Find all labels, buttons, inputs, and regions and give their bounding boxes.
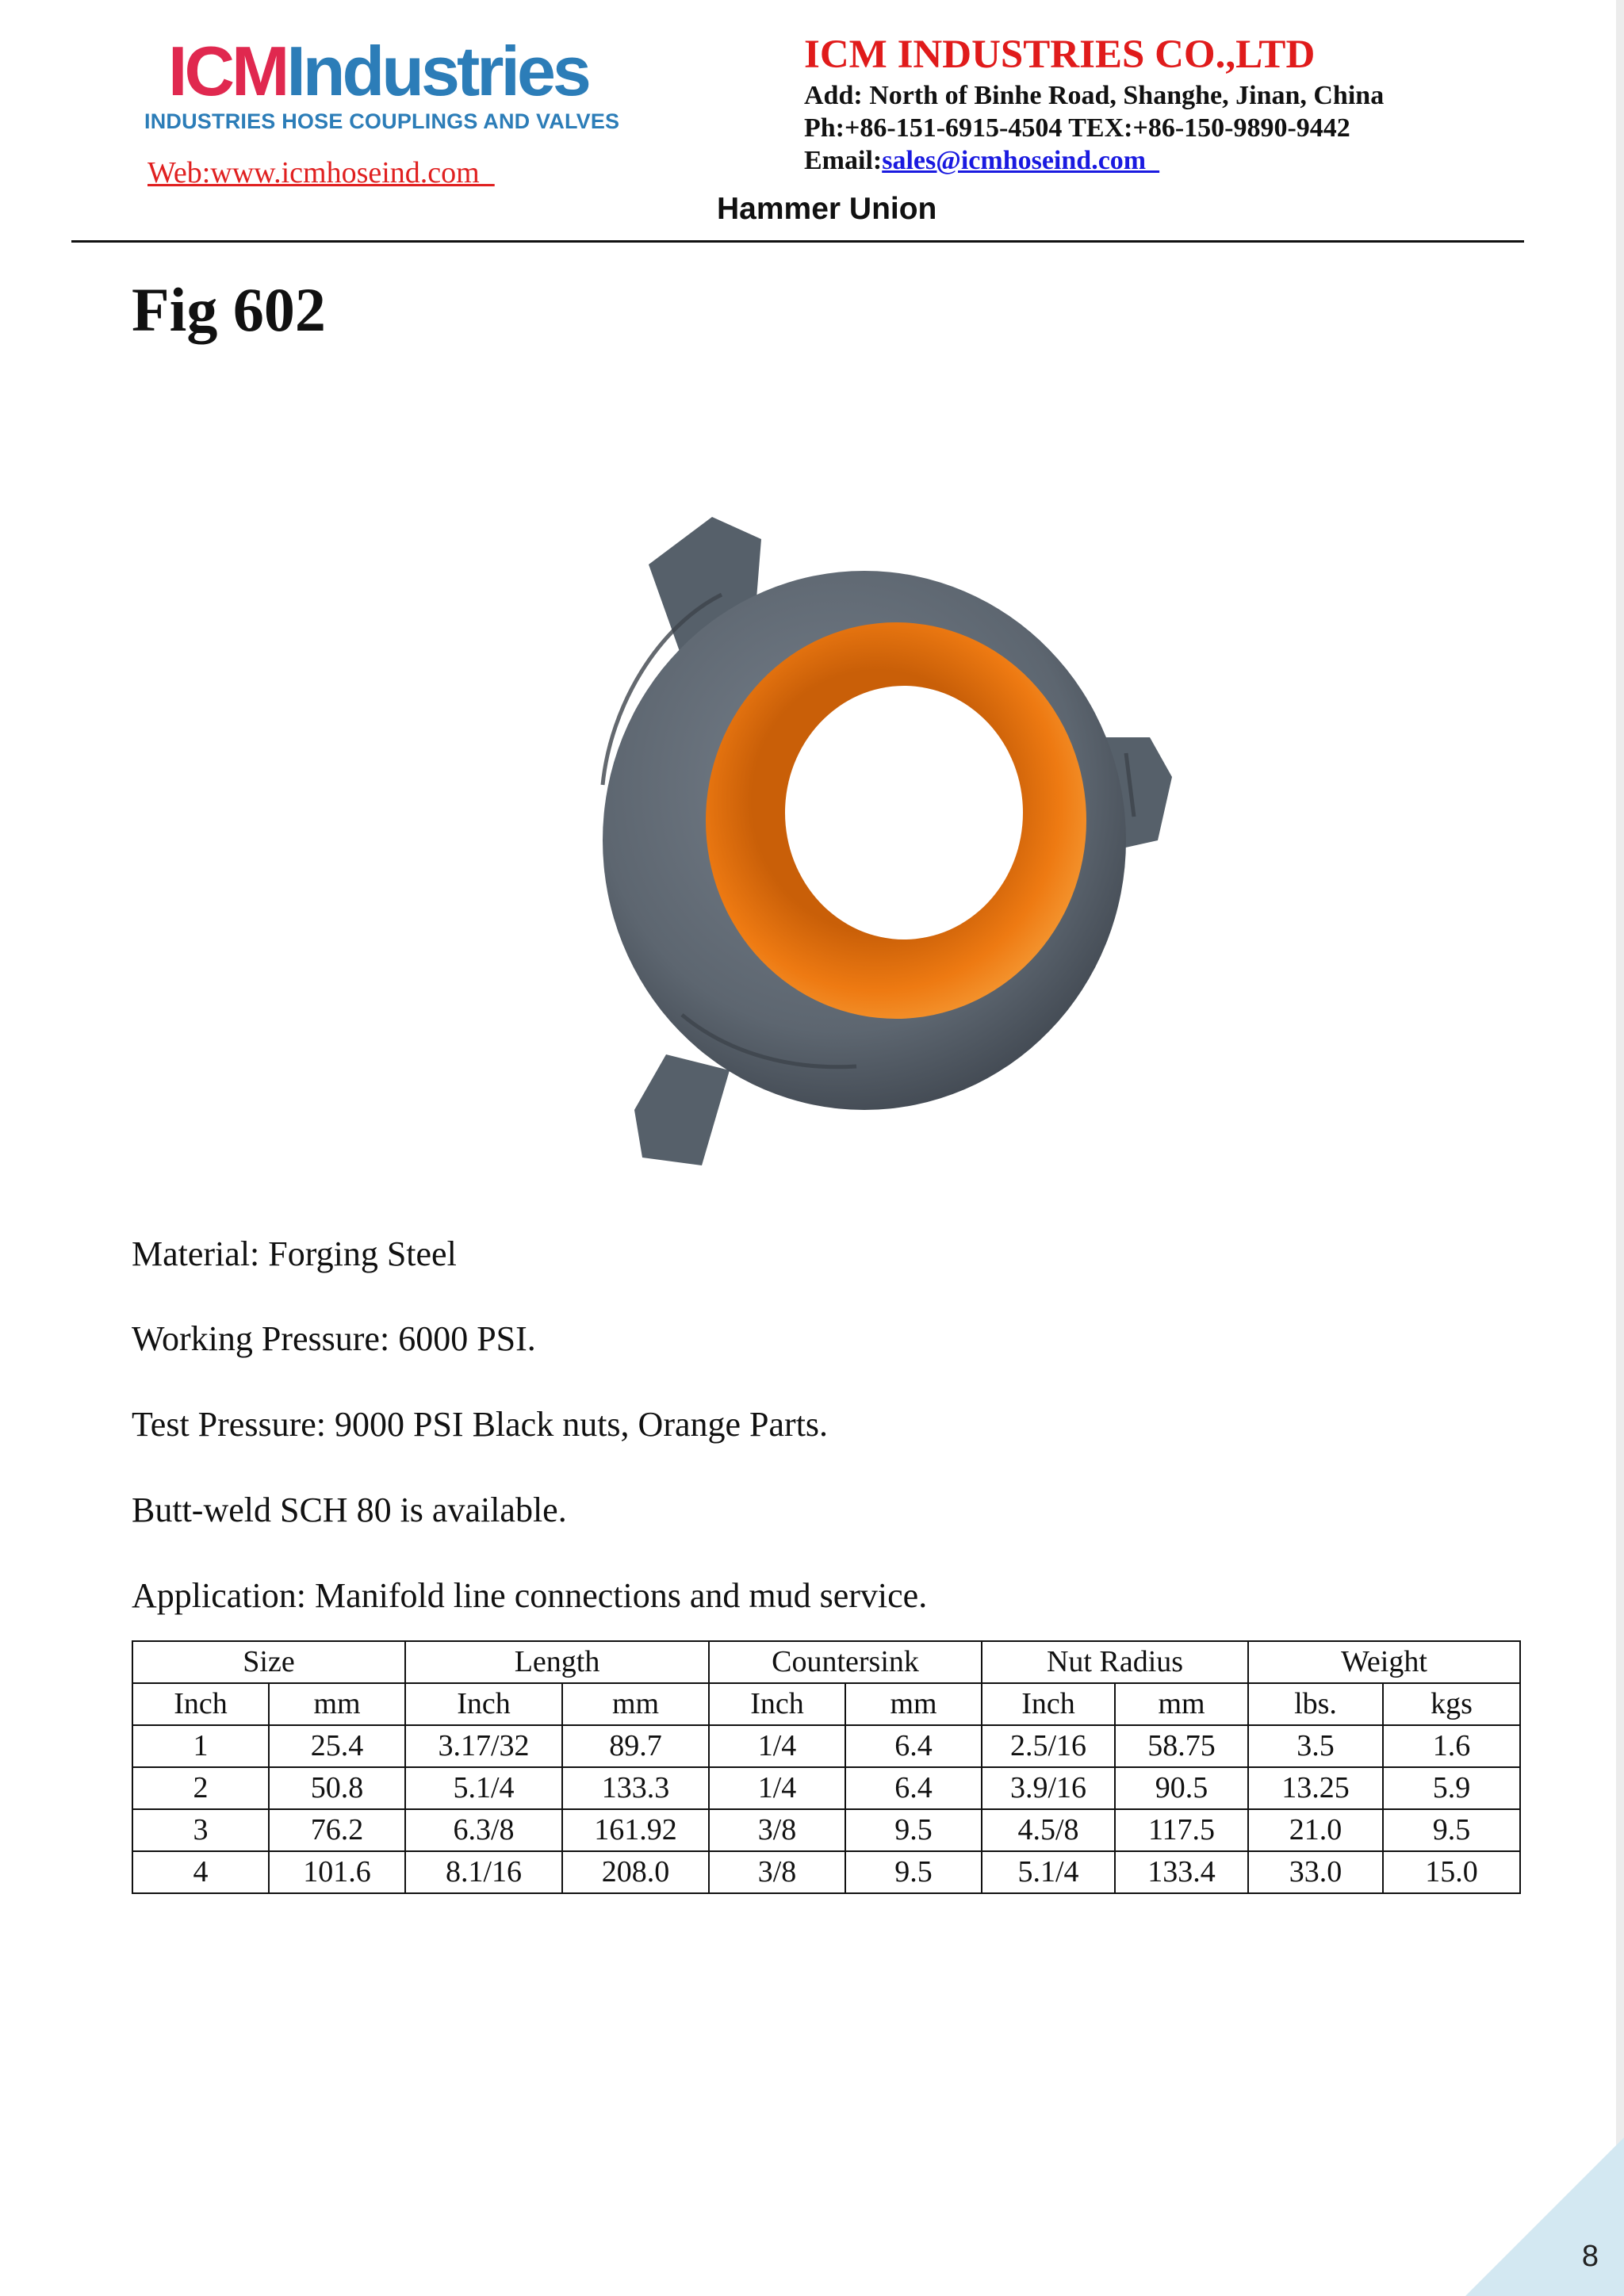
- unit-cell: mm: [269, 1683, 405, 1725]
- unit-cell: Inch: [982, 1683, 1115, 1725]
- table-cell: 50.8: [269, 1767, 405, 1809]
- table-cell: 117.5: [1115, 1809, 1248, 1851]
- unit-cell: mm: [562, 1683, 709, 1725]
- header-countersink: Countersink: [709, 1641, 982, 1683]
- table-cell: 1/4: [709, 1767, 845, 1809]
- company-address: Add: North of Binhe Road, Shanghe, Jinan, China: [804, 81, 1385, 110]
- table-cell: 9.5: [845, 1851, 982, 1893]
- unit-cell: Inch: [132, 1683, 269, 1725]
- header-size: Size: [132, 1641, 405, 1683]
- company-logo: [144, 32, 620, 134]
- page-number: 8: [1581, 2240, 1599, 2273]
- table-cell: 2: [132, 1767, 269, 1809]
- figure-title: Fig 602: [132, 275, 326, 344]
- table-row: [132, 1725, 1520, 1767]
- bore-opening: [785, 686, 1023, 939]
- spec-butt-weld: Butt-weld SCH 80 is available.: [132, 1490, 567, 1529]
- header-weight: Weight: [1248, 1641, 1520, 1683]
- spec-material: Material: Forging Steel: [132, 1234, 457, 1273]
- corner-triangle: [1465, 2137, 1624, 2296]
- table-cell: 3.17/32: [405, 1725, 562, 1767]
- unit-cell: mm: [845, 1683, 982, 1725]
- table-row: [132, 1851, 1520, 1893]
- lug-bottom: [634, 1054, 730, 1165]
- website-link[interactable]: Web:www.icmhoseind.com: [147, 156, 495, 189]
- unit-cell: mm: [1115, 1683, 1248, 1725]
- table-cell: 90.5: [1115, 1767, 1248, 1809]
- company-phone: Ph:+86-151-6915-4504 TEX:+86-150-9890-9442: [804, 113, 1350, 143]
- company-name: ICM INDUSTRIES CO.,LTD: [804, 33, 1316, 77]
- table-cell: 3: [132, 1809, 269, 1851]
- table-cell: 8.1/16: [405, 1851, 562, 1893]
- table-unit-row: [132, 1683, 1520, 1725]
- table-cell: 4.5/8: [982, 1809, 1115, 1851]
- table-cell: 15.0: [1383, 1851, 1520, 1893]
- table-cell: 89.7: [562, 1725, 709, 1767]
- table-cell: 6.3/8: [405, 1809, 562, 1851]
- table-cell: 5.1/4: [405, 1767, 562, 1809]
- logo-wordmark: [168, 32, 612, 111]
- logo-industries: Industries: [286, 32, 588, 110]
- section-title: Hammer Union: [717, 192, 937, 226]
- table-cell: 33.0: [1248, 1851, 1383, 1893]
- email-label: Email:: [804, 146, 883, 175]
- unit-cell: Inch: [405, 1683, 562, 1725]
- logo-tagline: INDUSTRIES HOSE COUPLINGS AND VALVES: [144, 109, 620, 133]
- email-link[interactable]: sales@icmhoseind.com: [882, 146, 1160, 175]
- table-cell: 58.75: [1115, 1725, 1248, 1767]
- hammer-union-nut-image: [523, 499, 1205, 1189]
- table-row: [132, 1767, 1520, 1809]
- table-cell: 1.6: [1383, 1725, 1520, 1767]
- page-edge: [1616, 0, 1624, 2296]
- unit-cell: kgs: [1383, 1683, 1520, 1725]
- logo-icm: ICM: [168, 32, 287, 110]
- table-cell: 21.0: [1248, 1809, 1383, 1851]
- table-cell: 3.5: [1248, 1725, 1383, 1767]
- header-length: Length: [405, 1641, 709, 1683]
- table-cell: 1: [132, 1725, 269, 1767]
- table-cell: 76.2: [269, 1809, 405, 1851]
- table-cell: 6.4: [845, 1767, 982, 1809]
- table-cell: 2.5/16: [982, 1725, 1115, 1767]
- spec-working-pressure: Working Pressure: 6000 PSI.: [132, 1319, 536, 1358]
- header-divider: [71, 240, 1524, 243]
- table-cell: 161.92: [562, 1809, 709, 1851]
- table-row: [132, 1809, 1520, 1851]
- table-cell: 5.9: [1383, 1767, 1520, 1809]
- table-cell: 208.0: [562, 1851, 709, 1893]
- table-cell: 3.9/16: [982, 1767, 1115, 1809]
- table-cell: 25.4: [269, 1725, 405, 1767]
- table-cell: 3/8: [709, 1809, 845, 1851]
- table-cell: 4: [132, 1851, 269, 1893]
- spec-test-pressure: Test Pressure: 9000 PSI Black nuts, Orange Parts.: [132, 1405, 829, 1444]
- unit-cell: Inch: [709, 1683, 845, 1725]
- page-corner-decoration: [1465, 2137, 1624, 2296]
- table-cell: 101.6: [269, 1851, 405, 1893]
- table-cell: 133.3: [562, 1767, 709, 1809]
- table-cell: 6.4: [845, 1725, 982, 1767]
- table-cell: 5.1/4: [982, 1851, 1115, 1893]
- table-cell: 3/8: [709, 1851, 845, 1893]
- table-group-header-row: [132, 1641, 1520, 1683]
- table-cell: 133.4: [1115, 1851, 1248, 1893]
- spec-application: Application: Manifold line connections and mud service.: [132, 1576, 928, 1615]
- table-cell: 1/4: [709, 1725, 845, 1767]
- unit-cell: lbs.: [1248, 1683, 1383, 1725]
- table-cell: 9.5: [1383, 1809, 1520, 1851]
- header-nut-radius: Nut Radius: [982, 1641, 1248, 1683]
- table-cell: 13.25: [1248, 1767, 1383, 1809]
- dimensions-table: [132, 1640, 1521, 1894]
- company-email-line: [804, 146, 1159, 176]
- table-cell: 9.5: [845, 1809, 982, 1851]
